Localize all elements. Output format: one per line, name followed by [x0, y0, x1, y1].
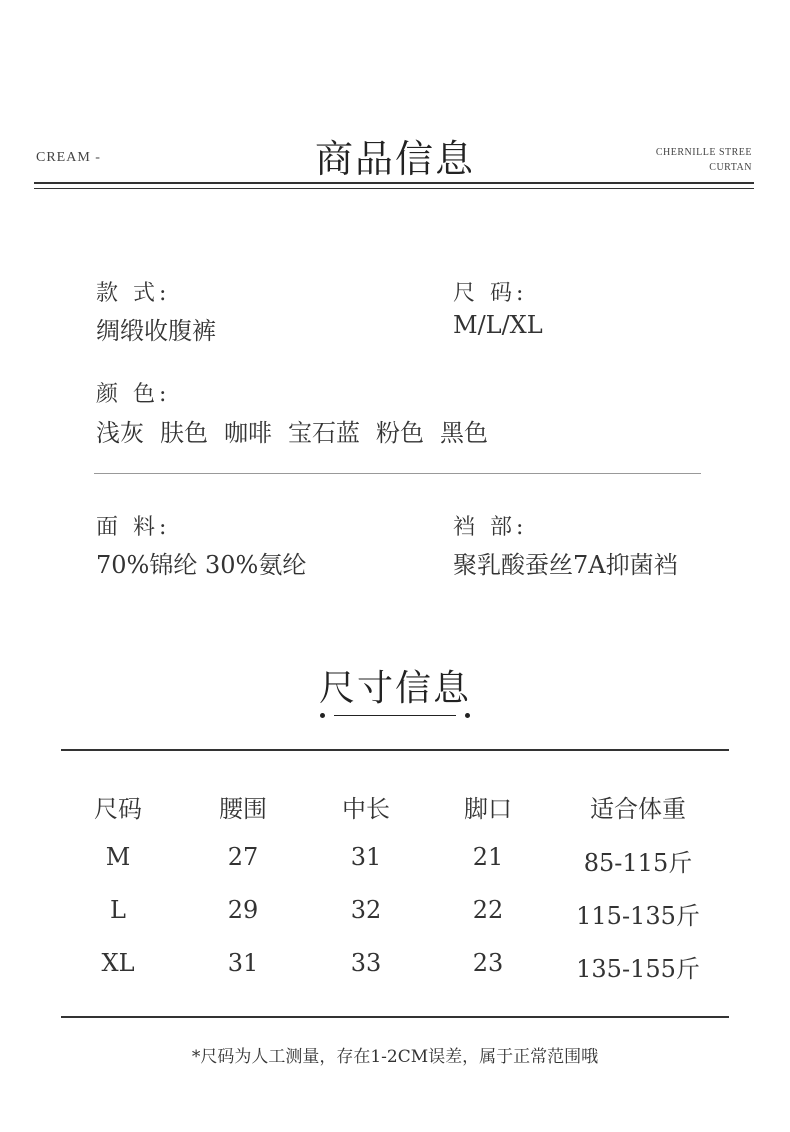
color-item: 黑色 — [440, 419, 488, 447]
table-top-rule — [61, 749, 729, 751]
table-header-cell: 尺码 — [94, 795, 142, 823]
section-divider — [94, 473, 701, 474]
table-cell: 22 — [472, 896, 504, 924]
table-cell: 115-135斤 — [576, 902, 700, 930]
ornament-dot-right — [465, 713, 470, 718]
table-cell: 135-155斤 — [576, 955, 700, 983]
color-item: 浅灰 — [96, 419, 144, 447]
brand-right-line1: CHERNILLE STREE — [655, 147, 752, 158]
size-label: 尺 码: — [453, 281, 528, 306]
measurement-footnote: *尺码为人工测量，存在1-2CM误差，属于正常范围哦 — [191, 1047, 599, 1067]
brand-left-text: CREAM - — [36, 150, 101, 165]
table-header-cell: 中长 — [342, 795, 390, 823]
color-list — [96, 413, 488, 448]
page-title: 商品信息 — [314, 137, 475, 181]
table-cell: L — [110, 896, 126, 924]
table-cell: 33 — [350, 949, 382, 977]
table-header-cell: 脚口 — [464, 795, 512, 823]
color-item: 粉色 — [376, 419, 424, 447]
color-item: 肤色 — [160, 419, 208, 447]
brand-right-text — [656, 145, 752, 175]
table-cell: XL — [101, 949, 135, 977]
ornament-line — [334, 715, 456, 716]
ornament-dot-left — [320, 713, 325, 718]
header-rule-thin — [34, 188, 754, 189]
table-cell: 31 — [350, 843, 382, 871]
title-ornament — [320, 712, 470, 720]
table-cell: 27 — [227, 843, 259, 871]
color-item: 咖啡 — [224, 419, 272, 447]
brand-right-line2: CURTAN — [709, 162, 752, 173]
table-cell: M — [105, 843, 131, 871]
table-header-cell: 腰围 — [219, 795, 267, 823]
size-value: M/L/XL — [453, 311, 543, 339]
table-bottom-rule — [61, 1016, 729, 1018]
table-header-cell: 适合体重 — [590, 795, 686, 823]
table-cell: 31 — [227, 949, 259, 977]
table-cell: 29 — [227, 896, 259, 924]
fabric-label: 面 料: — [96, 515, 171, 540]
style-value: 绸缎收腹裤 — [96, 317, 216, 345]
table-cell: 32 — [350, 896, 382, 924]
size-section-title: 尺寸信息 — [318, 668, 471, 709]
color-label: 颜 色: — [96, 382, 171, 407]
crotch-value: 聚乳酸蚕丝7A抑菌裆 — [453, 551, 678, 579]
table-cell: 23 — [472, 949, 504, 977]
fabric-value: 70%锦纶 30%氨纶 — [96, 551, 307, 579]
table-cell: 21 — [472, 843, 504, 871]
table-cell: 85-115斤 — [583, 849, 693, 877]
header-rule-thick — [34, 182, 754, 184]
color-item: 宝石蓝 — [288, 419, 360, 447]
style-label: 款 式: — [96, 281, 171, 306]
crotch-label: 裆 部: — [453, 515, 528, 540]
